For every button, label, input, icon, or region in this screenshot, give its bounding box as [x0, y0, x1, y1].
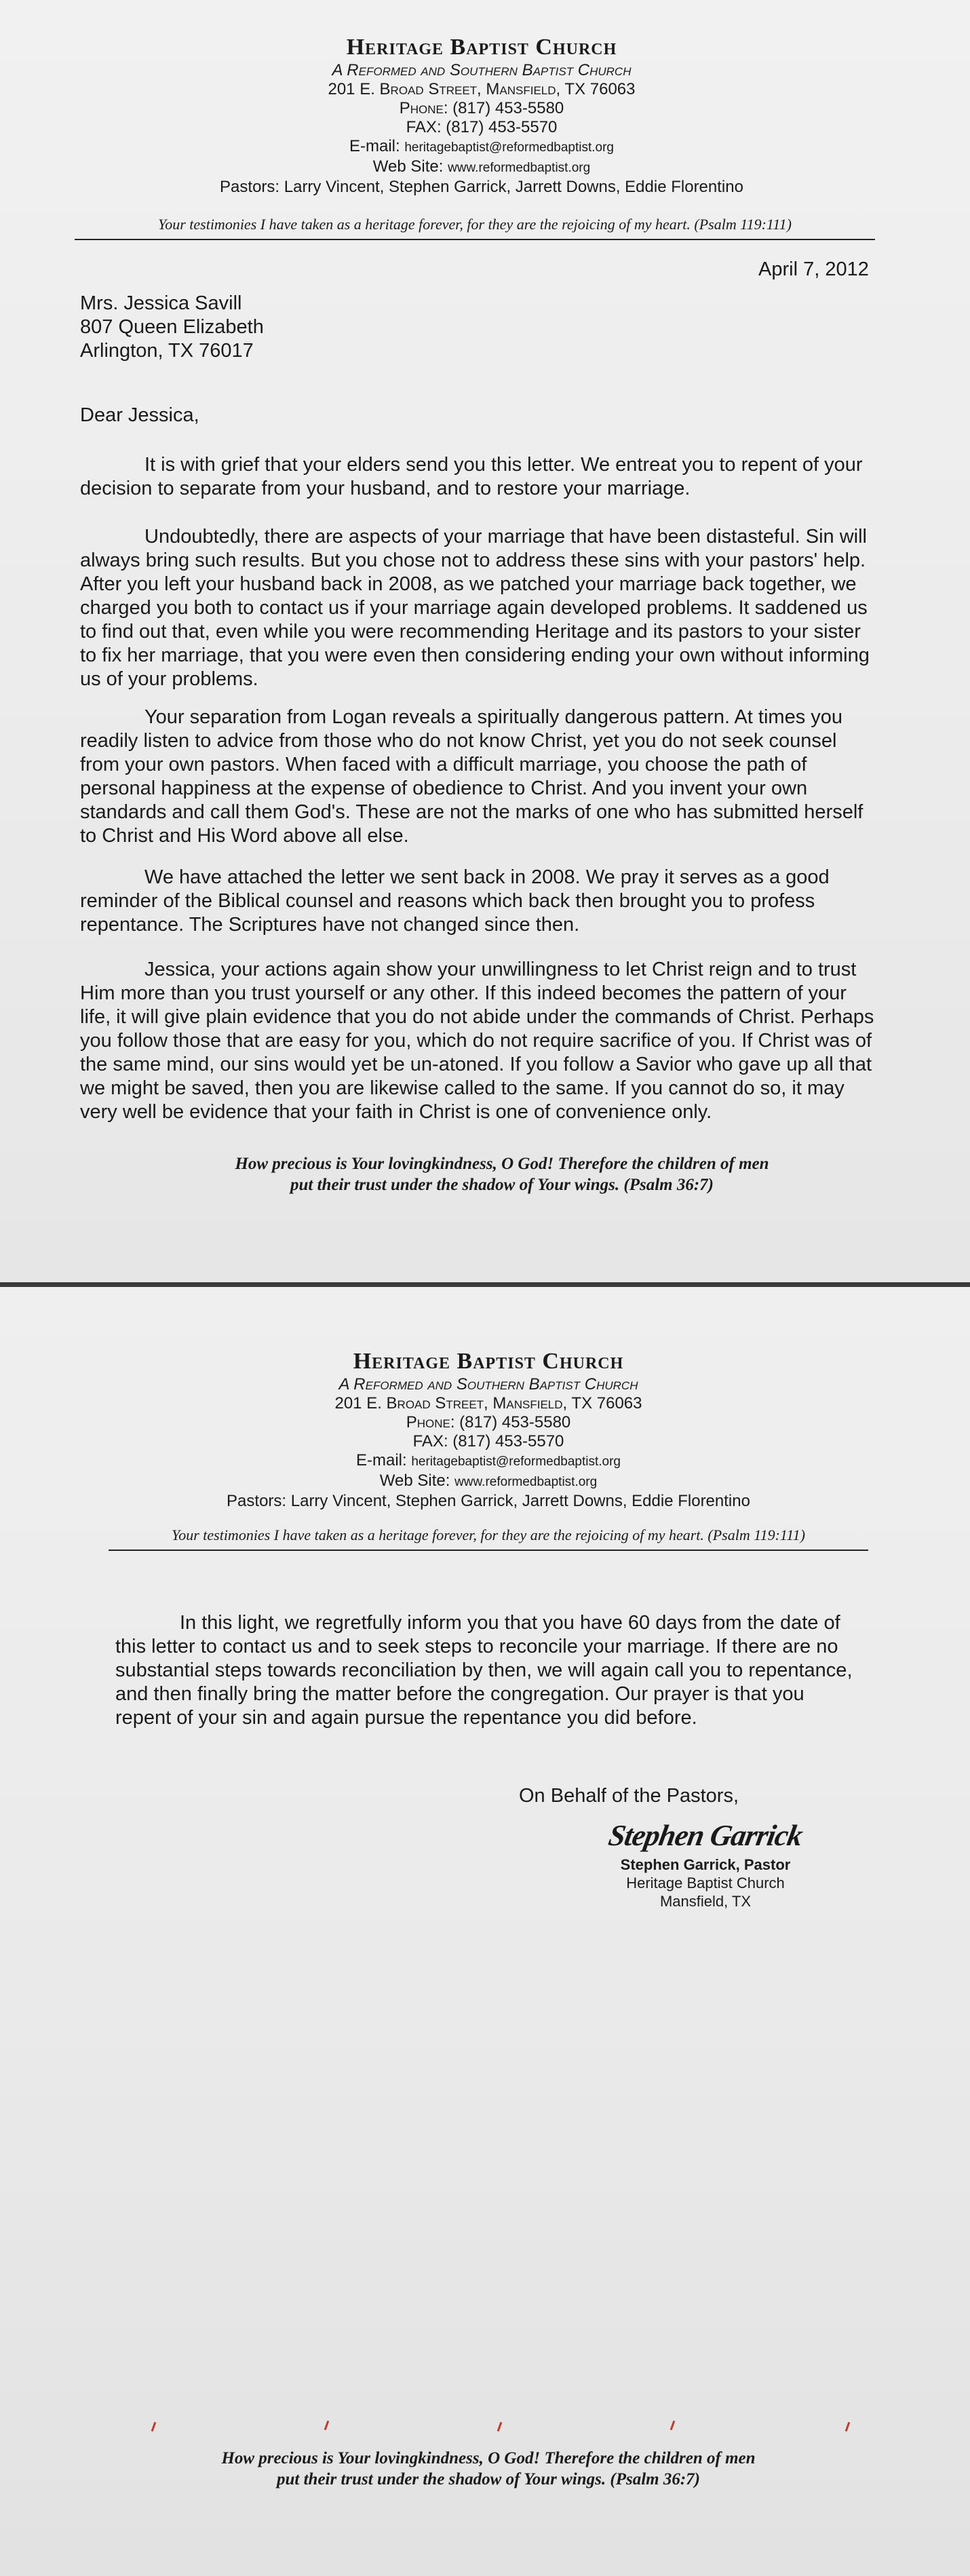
letter-page-1	[0, 0, 970, 1282]
church-subtitle: A Reformed and Southern Baptist Church	[338, 1375, 638, 1393]
paragraph-2	[80, 525, 879, 691]
paragraph-4-text: We have attached the letter we sent back in 2008. We pray it serves as a good reminder of the Biblical counsel and reasons which back then brought you to profess repentance. The Scriptures have not changed since then.	[80, 866, 830, 936]
church-email-line	[203, 1451, 773, 1472]
church-phone: Phone: (817) 453-5580	[399, 99, 564, 117]
church-pastors: Pastors: Larry Vincent, Stephen Garrick, Jarrett Downs, Eddie Florentino	[220, 178, 743, 196]
paragraph-3-text: Your separation from Logan reveals a spiritually dangerous pattern. At times you readily listen to advice from those who do not know Christ, yet you do not seek counsel from your own pastors. When faced with a difficult marriage, you choose the path of personal happiness at the expense of obedience to Christ. And you invent your own standards and call them God's. These are not the marks of one who has submitted herself to Christ and His Word above all else.	[80, 706, 864, 847]
closing-verse-line-2: put their trust under the shadow of Your wings. (Psalm 36:7)	[277, 2470, 700, 2488]
closing-verse-line-1: How precious is Your lovingkindness, O God! Therefore the children of men	[235, 1155, 769, 1173]
church-web-line	[197, 157, 767, 178]
closing-verse	[156, 1153, 848, 1195]
paragraph-4	[80, 866, 879, 937]
page-2-paragraph	[115, 1611, 861, 1730]
email-label: E-mail:	[355, 1451, 407, 1469]
church-address: 201 E. Broad Street, Mansfield, TX 76063	[328, 80, 636, 98]
letterhead-motto-page-2: Your testimonies I have taken as a heritage forever, for they are the rejoicing of my heart. (Psalm 119:111)	[109, 1526, 868, 1551]
paragraph-5	[80, 958, 879, 1124]
signer-name: Stephen Garrick, Pastor	[620, 1856, 791, 1873]
closing-verse-line-1: How precious is Your lovingkindness, O God! Therefore the children of men	[221, 2449, 756, 2467]
closing-verse-line-2: put their trust under the shadow of Your wings. (Psalm 36:7)	[290, 1176, 714, 1194]
sign-off: On Behalf of the Pastors,	[519, 1785, 739, 1807]
closing-verse-page-2	[156, 2448, 821, 2490]
paragraph-1-text: It is with grief that your elders send you this letter. We entreat you to repent of your decision to separate from your husband, and to restore your marriage.	[80, 454, 863, 499]
letterhead	[203, 1348, 773, 1511]
church-email-line	[197, 137, 767, 157]
church-fax: FAX: (817) 453-5570	[412, 1432, 564, 1450]
signer-city: Mansfield, TX	[659, 1893, 752, 1910]
paragraph-3	[80, 706, 879, 848]
church-name: Heritage Baptist Church	[346, 35, 617, 60]
paragraph-5-text: Jessica, your actions again show your unwillingness to let Christ reign and to trust Him more than you trust yourself or any other. If this indeed becomes the pattern of your life, it will give plain evidence that you do not abide under the commands of Christ. Perhaps you follow those that are easy for you, which do not require sacrifice of you. If Christ was of the same mind, our sins would yet be un-atoned. If you follow a Savior who gave up all that we might be saved, then you are likewise called to the same. If you cannot do so, it may very well be evidence that your faith in Christ is one of convenience only.	[80, 959, 874, 1123]
page-2-paragraph-text: In this light, we regretfully inform you that you have 60 days from the date of this letter to contact us and to seek steps to reconcile your marriage. If there are no substantial steps towards reconciliation by then, we will again call you to repentance, and then finally bring the matter before the congregation. Our prayer is that you repent of your sin and again pursue the repentance you did before.	[115, 1612, 853, 1729]
recipient-name: Mrs. Jessica Savill	[80, 292, 242, 314]
church-web: www.reformedbaptist.org	[448, 161, 591, 175]
web-label: Web Site:	[372, 157, 444, 176]
church-web: www.reformedbaptist.org	[454, 1475, 598, 1489]
church-fax: FAX: (817) 453-5570	[406, 118, 558, 136]
church-name: Heritage Baptist Church	[353, 1349, 624, 1374]
church-address: 201 E. Broad Street, Mansfield, TX 76063	[334, 1394, 642, 1412]
signature-block	[570, 1818, 841, 1910]
email-label: E-mail:	[349, 137, 400, 155]
letter-page-2	[0, 1287, 970, 2576]
church-phone: Phone: (817) 453-5580	[406, 1413, 571, 1431]
web-label: Web Site:	[379, 1472, 450, 1490]
church-email: heritagebaptist@reformedbaptist.org	[411, 1455, 621, 1469]
letter-date: April 7, 2012	[758, 258, 869, 280]
page-gap	[0, 1282, 970, 1287]
handwritten-signature: Stephen Garrick	[606, 1819, 805, 1852]
letterhead-motto: Your testimonies I have taken as a heritage forever, for they are the rejoicing of my heart. (Psalm 119:111)	[75, 216, 875, 240]
paragraph-1	[80, 453, 879, 501]
church-subtitle: A Reformed and Southern Baptist Church	[332, 61, 632, 79]
recipient-street: 807 Queen Elizabeth	[80, 316, 264, 338]
salutation: Dear Jessica,	[80, 404, 199, 426]
recipient-address	[80, 292, 264, 363]
recipient-city: Arlington, TX 76017	[80, 340, 254, 362]
signer-org: Heritage Baptist Church	[626, 1875, 785, 1891]
church-pastors: Pastors: Larry Vincent, Stephen Garrick, Jarrett Downs, Eddie Florentino	[227, 1492, 750, 1510]
paragraph-2-text: Undoubtedly, there are aspects of your marriage that have been distasteful. Sin will always bring such results. But you chose not to address these sins with your pastors' help. After you left your husband back in 2008, as we patched your marriage back together, we charged you both to contact us if your marriage again developed problems. It saddened us to find out that, even while you were recommending Heritage and its pastors to your sister to fix her marriage, that you were even then considering ending your own without informing us of your problems.	[80, 526, 870, 690]
letterhead	[197, 34, 767, 197]
church-email: heritagebaptist@reformedbaptist.org	[404, 140, 615, 155]
church-web-line	[203, 1472, 773, 1492]
